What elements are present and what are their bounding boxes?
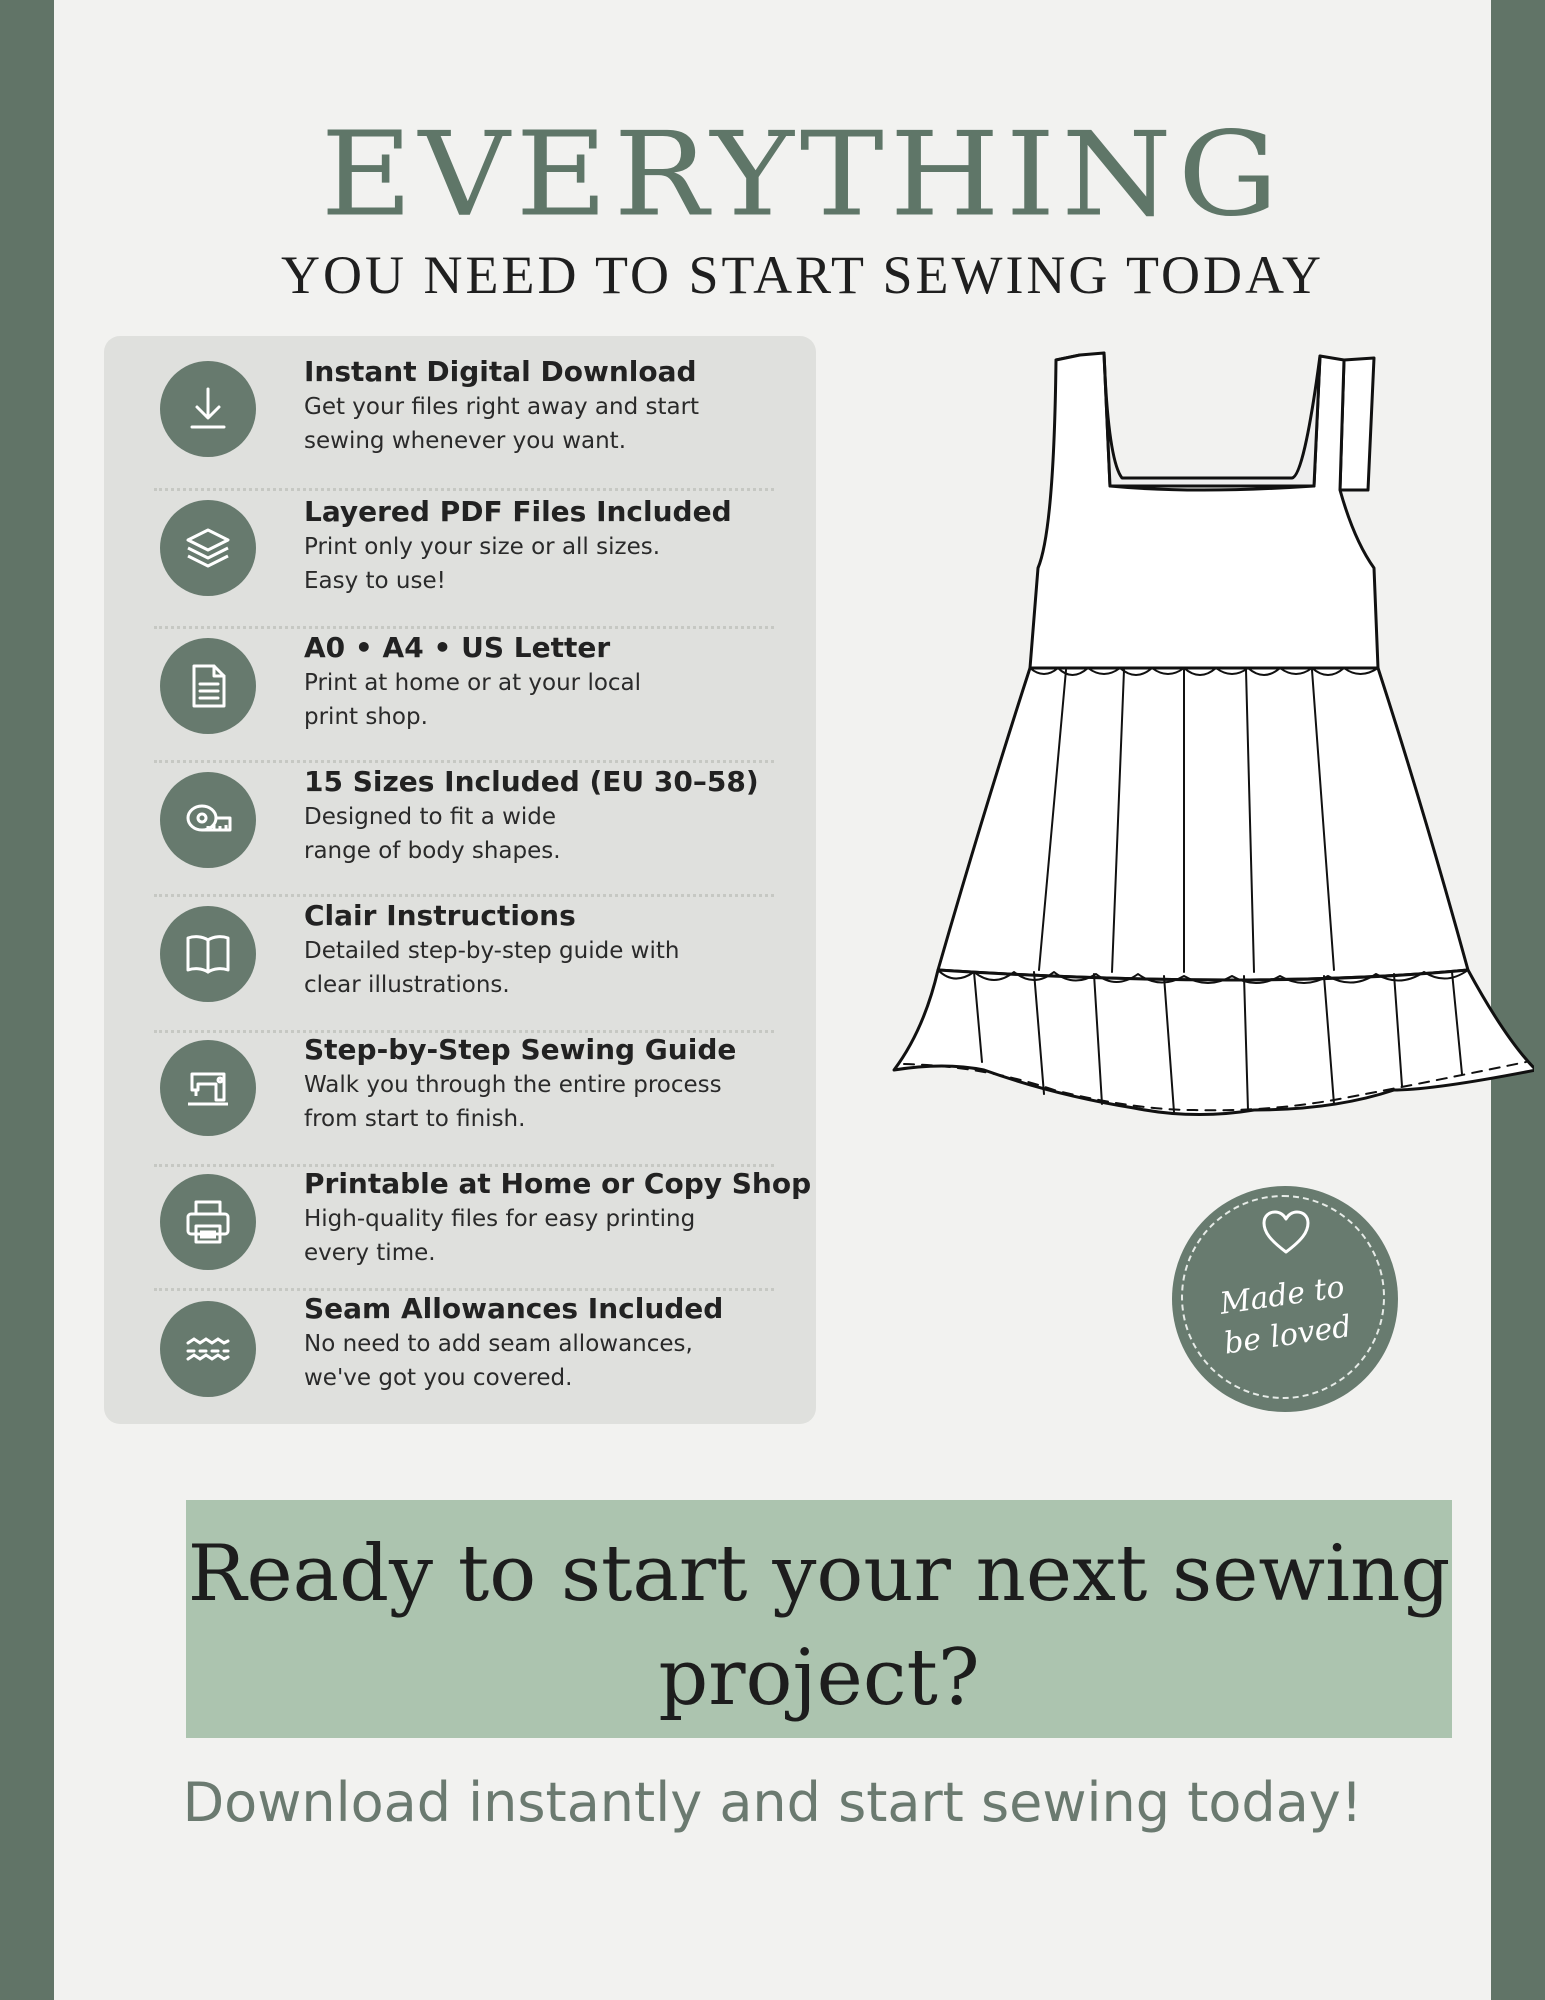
page-subtitle: YOU NEED TO START SEWING TODAY	[281, 245, 1324, 305]
layers-icon	[160, 500, 256, 596]
badge-line: be loved	[1221, 1309, 1354, 1362]
cta-subline: Download instantly and start sewing today!	[182, 1771, 1363, 1834]
measuring-tape-icon	[160, 772, 256, 868]
cta-heading-line: Ready to start your next sewing	[187, 1529, 1451, 1619]
printer-icon	[160, 1174, 256, 1270]
feature-list	[104, 336, 816, 1424]
feature-description: clear illustrations.	[304, 972, 510, 998]
feature-description: from start to finish.	[304, 1106, 526, 1132]
feature-description: Walk you through the entire process	[304, 1072, 722, 1098]
feature-description: range of body shapes.	[304, 838, 561, 864]
feature-description: Get your files right away and start	[304, 394, 700, 420]
feature-description: sewing whenever you want.	[304, 428, 626, 454]
sewing-machine-icon	[160, 1040, 256, 1136]
feature-item	[104, 476, 816, 606]
feature-item	[104, 336, 816, 466]
feature-title: Instant Digital Download	[304, 355, 697, 388]
feature-description: Easy to use!	[304, 568, 446, 594]
cta-band	[186, 1500, 1452, 1738]
feature-title: Step-by-Step Sewing Guide	[304, 1033, 737, 1066]
feature-description: Print only your size or all sizes.	[304, 534, 661, 560]
dress-illustration	[834, 350, 1534, 1130]
download-icon	[160, 361, 256, 457]
page	[54, 0, 1491, 2000]
document-icon	[160, 638, 256, 734]
feature-description: Print at home or at your local	[304, 670, 642, 696]
feature-title: 15 Sizes Included (EU 30–58)	[304, 765, 759, 798]
feature-title: Seam Allowances Included	[304, 1292, 724, 1325]
book-icon	[160, 906, 256, 1002]
feature-item	[104, 612, 816, 742]
made-to-be-loved-badge	[1172, 1186, 1398, 1412]
feature-description: Detailed step-by-step guide with	[304, 938, 680, 964]
feature-description: Designed to fit a wide	[304, 804, 557, 830]
feature-description: print shop.	[304, 704, 428, 730]
feature-item	[104, 1273, 816, 1403]
badge-line: Made to	[1217, 1269, 1347, 1322]
cta-heading-line: project?	[658, 1633, 980, 1723]
seam-icon	[160, 1301, 256, 1397]
feature-description: every time.	[304, 1240, 436, 1266]
feature-title: Clair Instructions	[304, 899, 576, 932]
feature-description: No need to add seam allowances,	[304, 1331, 693, 1357]
feature-description: High-quality files for easy printing	[304, 1206, 696, 1232]
feature-title: Printable at Home or Copy Shop	[304, 1167, 812, 1200]
page-title: EVERYTHING	[320, 106, 1285, 243]
heart-icon	[1260, 1208, 1312, 1256]
feature-item	[104, 746, 816, 876]
feature-title: Layered PDF Files Included	[304, 495, 732, 528]
feature-item	[104, 1014, 816, 1144]
feature-item	[104, 1148, 816, 1278]
cta-heading	[186, 1522, 1452, 1730]
feature-item	[104, 880, 816, 1010]
feature-title: A0 • A4 • US Letter	[304, 631, 611, 664]
feature-description: we've got you covered.	[304, 1365, 573, 1391]
